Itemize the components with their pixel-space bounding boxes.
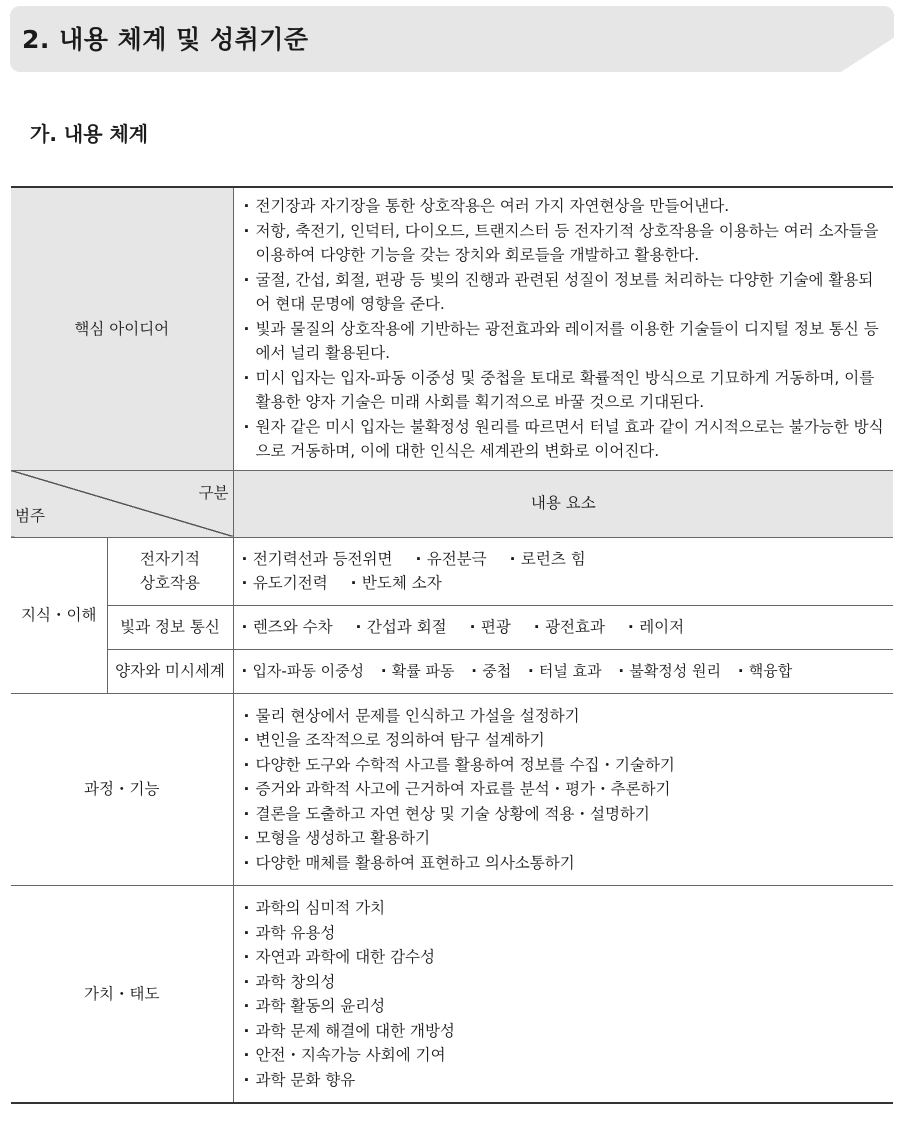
knowledge-em-elements <box>233 537 893 605</box>
knowledge-row-quantum <box>11 649 893 693</box>
subsection-title: 가. 내용 체계 <box>30 122 149 146</box>
knowledge-label: 지식・이해 <box>11 537 107 693</box>
diagonal-header-cell <box>11 470 233 537</box>
subcategory-quantum: 양자와 미시세계 <box>107 649 233 693</box>
values-item: · 과학 유용성 <box>242 921 886 946</box>
subcategory-light: 빛과 정보 통신 <box>107 605 233 649</box>
category-header-row <box>11 470 893 537</box>
values-item: · 과학 문화 향유 <box>242 1068 886 1093</box>
subcategory-em <box>107 537 233 605</box>
core-idea-item: · 전기장과 자기장을 통한 상호작용은 여러 가지 자연현상을 만들어낸다. <box>242 194 886 219</box>
content-element: · 불확정성 원리 <box>618 662 721 680</box>
content-element: · 광전효과 <box>534 618 605 636</box>
content-element: · 렌즈와 수차 <box>242 618 333 636</box>
values-item: · 자연과 과학에 대한 감수성 <box>242 945 886 970</box>
section-title: 2. 내용 체계 및 성취기준 <box>22 25 309 54</box>
content-element: · 입자-파동 이중성 <box>242 662 365 680</box>
values-item: · 안전・지속가능 사회에 기여 <box>242 1043 886 1068</box>
core-idea-item: · 굴절, 간섭, 회절, 편광 등 빛의 진행과 관련된 성질이 정보를 처리하는 다양한 기술에 활용되어 현대 문명에 영향을 준다. <box>242 268 886 317</box>
core-idea-item: · 미시 입자는 입자-파동 이중성 및 중첩을 토대로 확률적인 방식으로 기묘하게 거동하며, 이를 활용한 양자 기술은 미래 사회를 획기적으로 바꿀 것으로 기대된다. <box>242 366 886 415</box>
values-content <box>233 886 893 1104</box>
process-row <box>11 693 893 886</box>
process-item: · 물리 현상에서 문제를 인식하고 가설을 설정하기 <box>242 704 886 729</box>
content-element: · 레이저 <box>628 618 684 636</box>
knowledge-light-elements <box>233 605 893 649</box>
process-content <box>233 693 893 886</box>
core-ideas-label: 핵심 아이디어 <box>11 187 233 470</box>
process-item: · 변인을 조작적으로 정의하여 탐구 설계하기 <box>242 728 886 753</box>
content-element: · 로런츠 힘 <box>510 550 586 568</box>
core-ideas-content <box>233 187 893 470</box>
core-ideas-row <box>11 187 893 470</box>
header-division-label: 구분 <box>198 483 229 502</box>
values-item: · 과학 활동의 윤리성 <box>242 994 886 1019</box>
values-item: · 과학 창의성 <box>242 970 886 995</box>
knowledge-row-em <box>11 537 893 605</box>
content-element: · 유전분극 <box>415 550 486 568</box>
subcategory-em-line1: 전자기적 <box>140 549 200 568</box>
values-item: · 과학 문제 해결에 대한 개방성 <box>242 1019 886 1044</box>
subcategory-em-line2: 상호작용 <box>140 574 200 592</box>
knowledge-quantum-elements <box>233 649 893 693</box>
content-element: · 확률 파동 <box>381 662 455 680</box>
content-element: · 간섭과 회절 <box>356 618 447 636</box>
content-element: · 터널 효과 <box>528 662 602 680</box>
content-element: · 반도체 소자 <box>351 574 442 592</box>
content-element: · 편광 <box>470 618 511 636</box>
process-item: · 증거와 과학적 사고에 근거하여 자료를 분석・평가・추론하기 <box>242 777 886 802</box>
content-system-table <box>11 186 893 1104</box>
process-label: 과정・기능 <box>11 693 233 886</box>
process-item: · 다양한 매체를 활용하여 표현하고 의사소통하기 <box>242 851 886 876</box>
content-element: · 유도기전력 <box>242 574 328 592</box>
core-idea-item: · 원자 같은 미시 입자는 불확정성 원리를 따르면서 터널 효과 같이 거시적으로는 불가능한 방식으로 거동하며, 이에 대한 인식은 세계관의 변화로 이어진다. <box>242 415 886 464</box>
core-idea-item: · 저항, 축전기, 인덕터, 다이오드, 트랜지스터 등 전자기적 상호작용을 이용하는 여러 소자들을 이용하여 다양한 기능을 갖는 장치와 회로들을 개발하고 활용한다. <box>242 219 886 268</box>
process-item: · 다양한 도구와 수학적 사고를 활용하여 정보를 수집・기술하기 <box>242 753 886 778</box>
content-element: · 중첩 <box>471 662 511 680</box>
knowledge-row-light <box>11 605 893 649</box>
values-row <box>11 886 893 1104</box>
process-item: · 결론을 도출하고 자연 현상 및 기술 상황에 적용・설명하기 <box>242 802 886 827</box>
header-category-label: 범주 <box>15 507 45 525</box>
content-element: · 핵융합 <box>738 662 792 680</box>
content-element: · 전기력선과 등전위면 <box>242 550 393 568</box>
values-item: · 과학의 심미적 가치 <box>242 896 886 921</box>
content-elements-header: 내용 요소 <box>233 470 893 537</box>
core-idea-item: · 빛과 물질의 상호작용에 기반하는 광전효과와 레이저를 이용한 기술들이 디지털 정보 통신 등에서 널리 활용된다. <box>242 317 886 366</box>
process-item: · 모형을 생성하고 활용하기 <box>242 826 886 851</box>
values-label: 가치・태도 <box>11 886 233 1104</box>
